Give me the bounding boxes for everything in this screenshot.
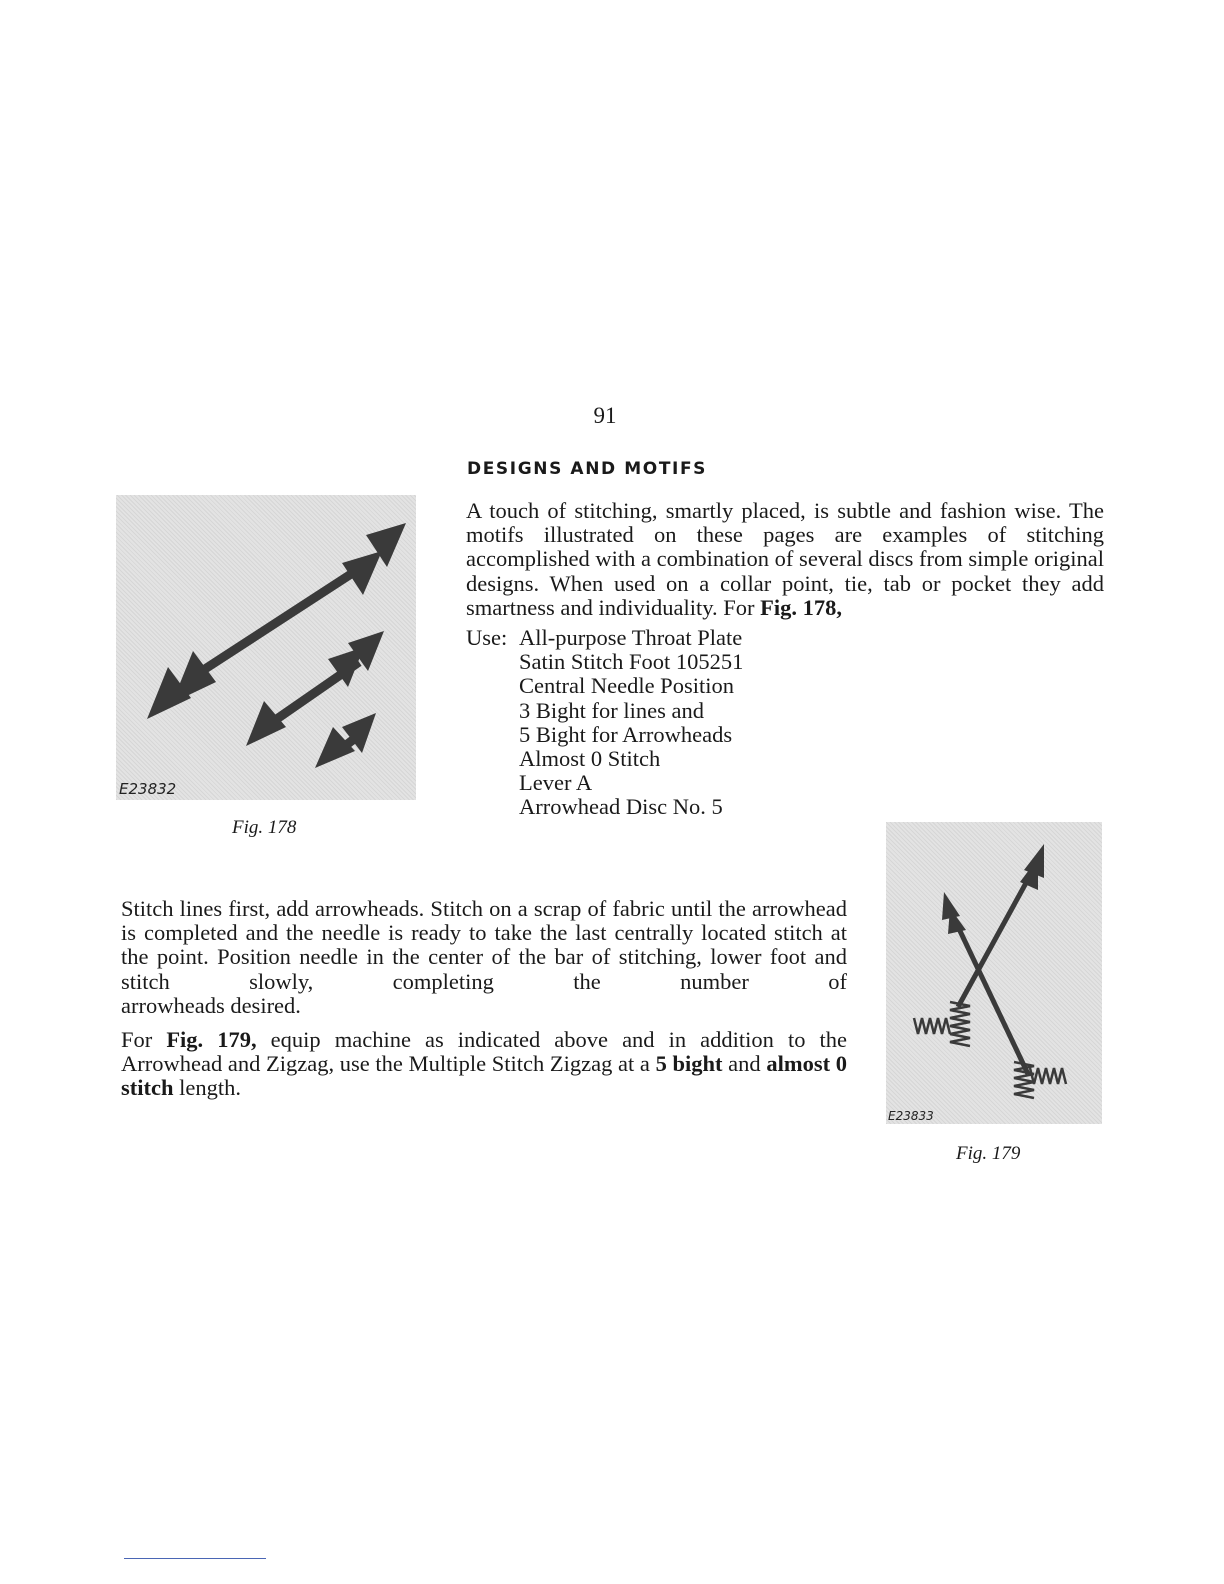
instructions-paragraph: Stitch lines first, add arrowheads. Stitch on a scrap of fabric until the arrowhead is completed and the needle is ready to take the last centrally located stitch at the point. Position needle in the center of the bar of stitching, lower foot and stitch slowly, completing the number of — [121, 896, 847, 994]
instructions-paragraph-end: arrowheads desired. — [121, 993, 301, 1018]
figure-179-image — [886, 822, 1102, 1124]
use-item: Central Needle Position — [519, 673, 734, 699]
use-list — [466, 626, 743, 820]
figure-178-caption: Fig. 178 — [232, 817, 297, 838]
arrow-motif-illustration — [116, 495, 416, 800]
use-item: Arrowhead Disc No. 5 — [519, 794, 723, 820]
use-item: All-purpose Throat Plate — [519, 625, 743, 650]
crossed-arrows-illustration — [886, 822, 1102, 1124]
fig-179-paragraph: For Fig. 179, equip machine as indicated above and in addition to the Arrowhead and Zigzag, use the Multiple Stitch Zigzag at a 5 bight and almost 0 stitch length. — [121, 1027, 847, 1101]
figure-179-caption: Fig. 179 — [956, 1143, 1021, 1164]
use-item: 5 Bight for Arrowheads — [519, 721, 733, 747]
fig-178-reference: Fig. 178, — [760, 594, 843, 620]
figure-code: E23832 — [119, 780, 177, 798]
use-item: 3 Bight for lines and — [519, 697, 704, 723]
page-number: 91 — [593, 403, 617, 428]
use-label: Use: — [466, 625, 508, 650]
figure-code: E23833 — [888, 1109, 934, 1123]
figure-178-image — [116, 495, 416, 800]
intro-paragraph: A touch of stitching, smartly placed, is subtle and fashion wise. The motifs illustrated on these pages are examples of stitching accomplished with a combination of several discs from simple original designs. When used on a collar point, tie, tab or pocket they add smartness and individuality. For Fig. 178, — [466, 498, 1104, 620]
use-item: Lever A — [519, 770, 593, 796]
section-heading: DESIGNS AND MOTIFS — [467, 459, 707, 479]
use-item: Almost 0 Stitch — [519, 746, 661, 772]
footer-rule — [124, 1558, 266, 1559]
use-item: Satin Stitch Foot 105251 — [519, 649, 744, 675]
